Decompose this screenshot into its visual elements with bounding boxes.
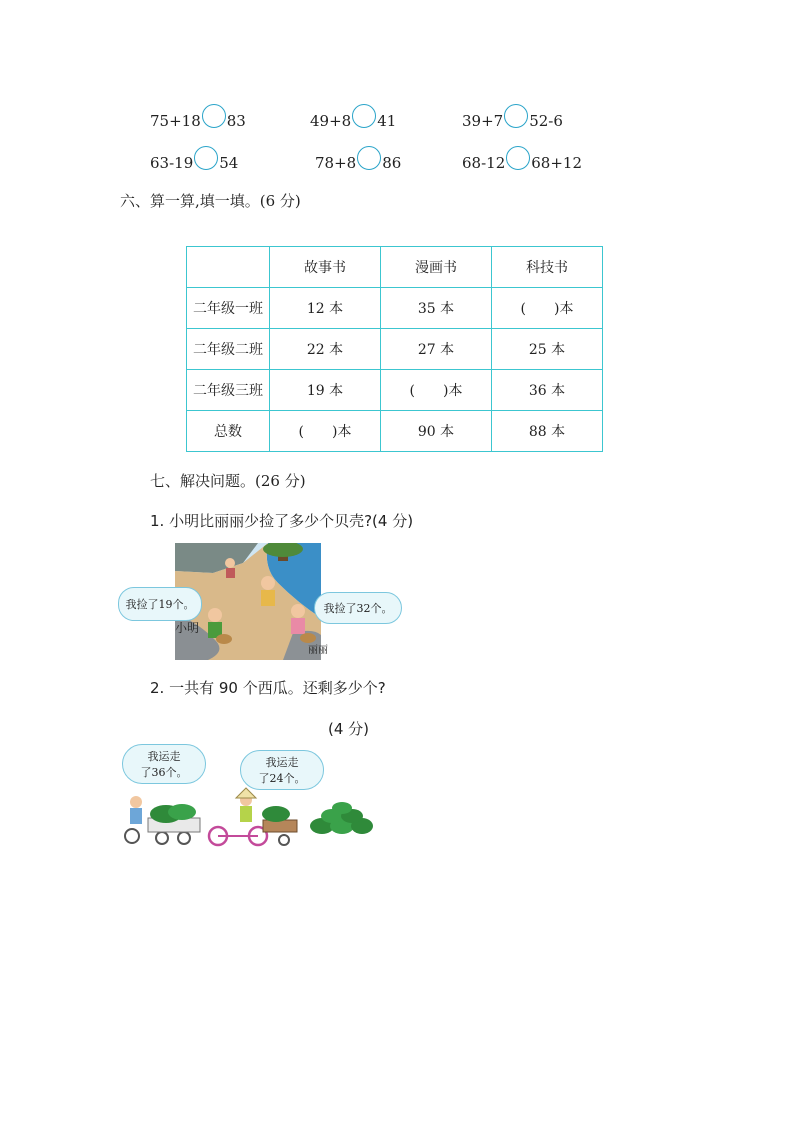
table-cell: 19 本	[270, 370, 381, 411]
compare-right: 68+12	[531, 154, 582, 172]
answer-circle[interactable]	[352, 104, 376, 128]
table-header-row	[187, 247, 603, 288]
speech-text: 我捡了32个。	[323, 602, 393, 615]
table-cell-blank[interactable]: ( )本	[270, 411, 381, 452]
row-label: 二年级一班	[187, 288, 270, 329]
speech-bubble	[240, 750, 324, 790]
speech-text: 我捡了19个。	[125, 598, 195, 611]
compare-item	[315, 150, 401, 174]
compare-right: 41	[377, 112, 397, 130]
question-2-text: 2. 一共有 90 个西瓜。还剩多少个?	[150, 679, 386, 697]
speech-text: 了24个。	[258, 772, 306, 785]
compare-right: 86	[382, 154, 402, 172]
table-header-cell: 科技书	[492, 247, 603, 288]
compare-item	[462, 108, 563, 132]
compare-right: 83	[226, 112, 246, 130]
compare-right: 52-6	[529, 112, 563, 130]
table-cell: 90 本	[381, 411, 492, 452]
answer-circle[interactable]	[504, 104, 528, 128]
section-7-title: 七、解决问题。(26 分)	[150, 472, 306, 490]
books-table	[186, 246, 603, 452]
row-label: 二年级二班	[187, 329, 270, 370]
compare-left: 63-19	[150, 154, 194, 172]
row-label: 二年级三班	[187, 370, 270, 411]
beach-illustration	[118, 543, 403, 660]
table-row	[187, 288, 603, 329]
table-row	[187, 411, 603, 452]
compare-item	[150, 108, 246, 132]
table-cell: 25 本	[492, 329, 603, 370]
compare-left: 75+18	[150, 112, 201, 130]
compare-left: 39+7	[462, 112, 504, 130]
character-name: 小明	[175, 621, 200, 635]
section-6-title: 六、算一算,填一填。(6 分)	[120, 192, 301, 210]
compare-left: 49+8	[310, 112, 352, 130]
row-label: 总数	[187, 411, 270, 452]
compare-item	[462, 150, 582, 174]
table-row	[187, 329, 603, 370]
compare-left: 68-12	[462, 154, 506, 172]
speech-text: 了36个。	[140, 766, 188, 779]
speech-bubble	[314, 592, 402, 624]
table-cell: 12 本	[270, 288, 381, 329]
watermelon-illustration	[118, 744, 378, 852]
table-cell: 35 本	[381, 288, 492, 329]
table-header-cell: 漫画书	[381, 247, 492, 288]
question-1-text: 1. 小明比丽丽少捡了多少个贝壳?(4 分)	[150, 512, 414, 530]
character-name: 丽丽	[308, 645, 328, 656]
answer-circle[interactable]	[506, 146, 530, 170]
compare-item	[310, 108, 396, 132]
compare-left: 78+8	[315, 154, 357, 172]
answer-circle[interactable]	[202, 104, 226, 128]
table-header-cell: 故事书	[270, 247, 381, 288]
question-2-score: (4 分)	[328, 720, 370, 738]
speech-bubble	[118, 587, 202, 621]
table-cell-blank[interactable]: ( )本	[492, 288, 603, 329]
table-cell: 88 本	[492, 411, 603, 452]
speech-text: 我运走	[265, 756, 299, 769]
speech-bubble	[122, 744, 206, 784]
table-cell-blank[interactable]: ( )本	[381, 370, 492, 411]
table-row	[187, 370, 603, 411]
speech-text: 我运走	[147, 750, 181, 763]
compare-item	[150, 150, 238, 174]
answer-circle[interactable]	[357, 146, 381, 170]
table-cell: 36 本	[492, 370, 603, 411]
table-header-cell	[187, 247, 270, 288]
table-cell: 22 本	[270, 329, 381, 370]
table-cell: 27 本	[381, 329, 492, 370]
answer-circle[interactable]	[194, 146, 218, 170]
compare-right: 54	[219, 154, 239, 172]
